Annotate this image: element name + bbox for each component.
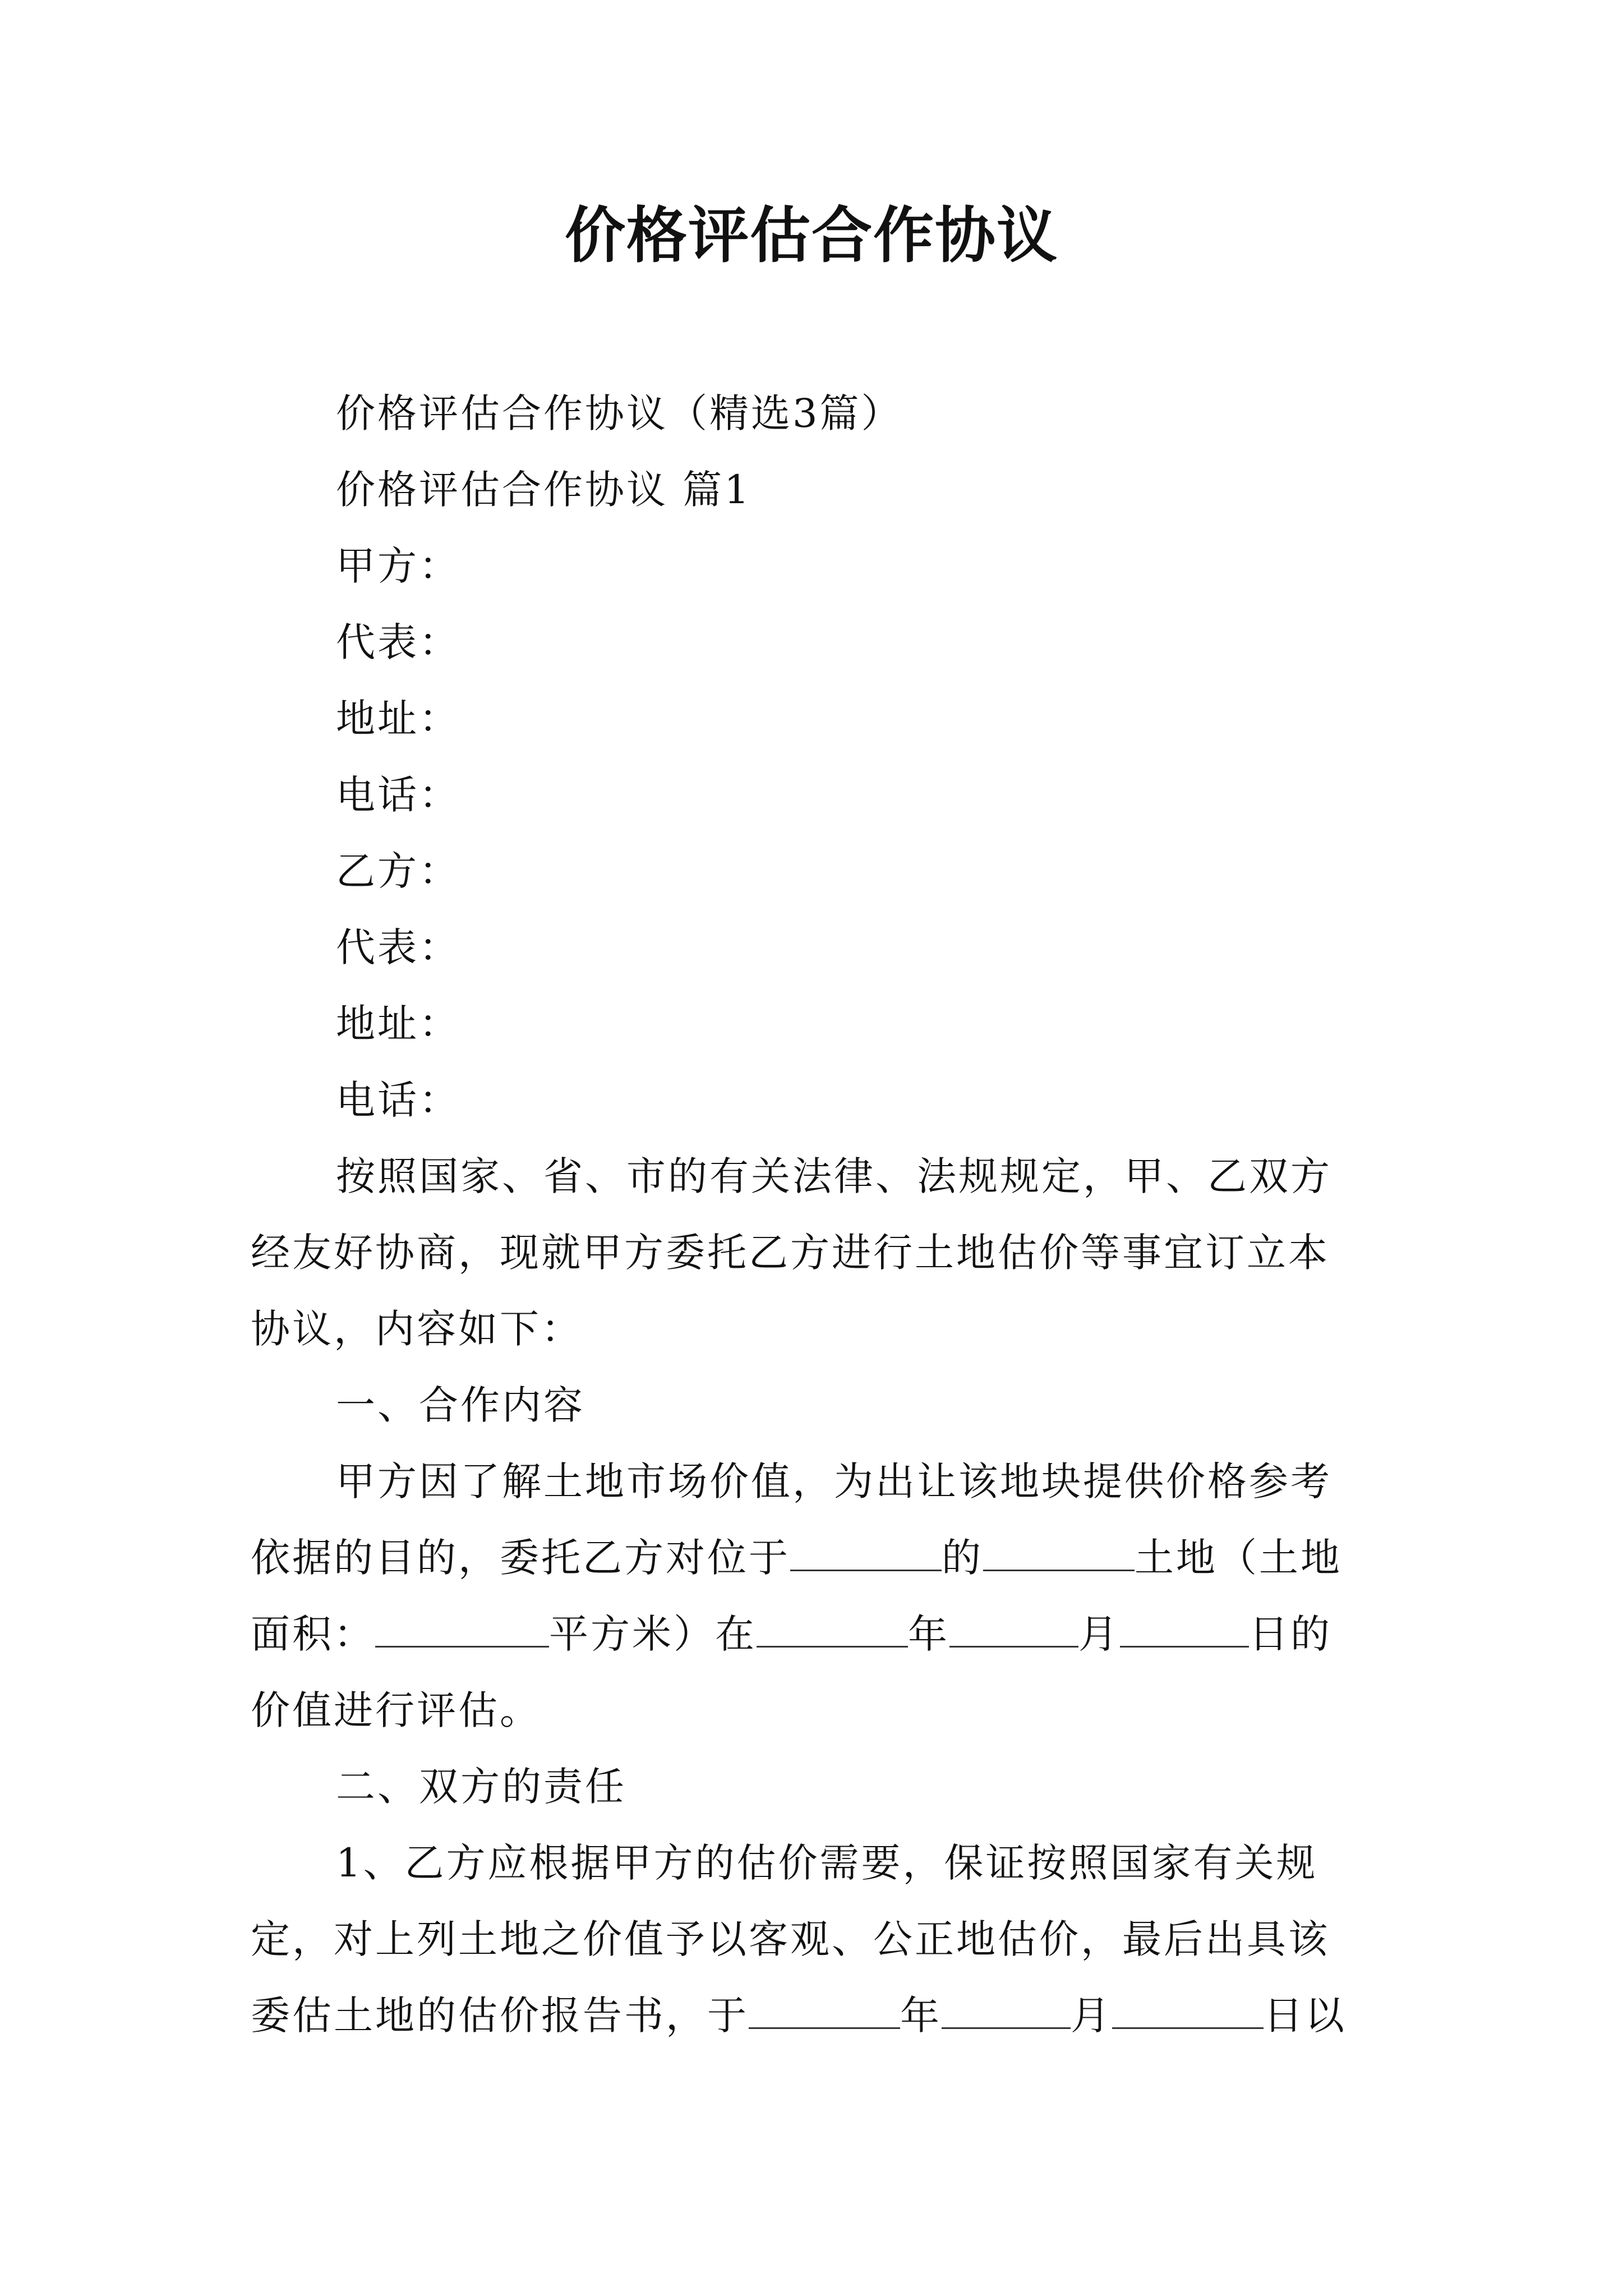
paragraph-text: 面积： — [251, 1611, 375, 1657]
paragraph-text: 月 — [1071, 1993, 1112, 2039]
month-blank — [949, 1611, 1078, 1648]
location-blank — [790, 1535, 942, 1571]
month-blank — [942, 1993, 1071, 2029]
party-a-phone: 电话： — [336, 772, 460, 818]
document-title: 价格评估合作协议 — [564, 200, 1058, 271]
paragraph-text: 平方米）在 — [549, 1611, 757, 1657]
paragraph-text: 委估土地的估价报告书，于 — [251, 1993, 749, 2039]
paragraph-line: 1、乙方应根据甲方的估价需要，保证按照国家有关规 — [336, 1840, 1318, 1886]
paragraph-text: 土地（土地 — [1135, 1535, 1342, 1581]
section-heading: 价格评估合作协议 篇1 — [336, 467, 751, 513]
year-blank — [757, 1611, 908, 1648]
party-b-label: 乙方： — [336, 848, 460, 894]
paragraph-text: 日以 — [1264, 1993, 1347, 2039]
paragraph-text: 日的 — [1249, 1611, 1332, 1657]
paragraph-line: 定，对上列土地之价值予以客观、公正地估价，最后出具该 — [251, 1916, 1330, 1962]
paragraph-line: 协议，内容如下： — [251, 1306, 583, 1352]
day-blank — [1120, 1611, 1249, 1648]
paragraph-line — [251, 1520, 1372, 1596]
party-b-representative: 代表： — [336, 924, 460, 970]
party-a-address: 地址： — [336, 696, 460, 742]
paragraph-line: 甲方因了解土地市场价值，为出让该地块提供价格参考 — [336, 1458, 1332, 1504]
paragraph-text: 依据的目的，委托乙方对位于 — [251, 1535, 790, 1581]
day-blank — [1112, 1993, 1264, 2029]
paragraph-line — [251, 1977, 1372, 2054]
paragraph-text: 年 — [900, 1993, 942, 2039]
land-blank — [983, 1535, 1135, 1571]
paragraph-line: 价值进行评估。 — [251, 1687, 541, 1733]
clause-heading-cooperation: 一、合作内容 — [336, 1382, 585, 1428]
party-b-phone: 电话： — [336, 1077, 460, 1123]
clause-heading-responsibilities: 二、双方的责任 — [336, 1764, 626, 1810]
party-a-label: 甲方： — [336, 543, 460, 589]
paragraph-line — [251, 1596, 1372, 1672]
paragraph-line: 按照国家、省、市的有关法律、法规规定，甲、乙双方 — [336, 1153, 1332, 1199]
subtitle-line: 价格评估合作协议（精选3篇） — [336, 390, 903, 436]
paragraph-text: 年 — [908, 1611, 949, 1657]
paragraph-text: 月 — [1078, 1611, 1120, 1657]
party-b-address: 地址： — [336, 1001, 460, 1047]
party-a-representative: 代表： — [336, 619, 460, 665]
paragraph-text: 的 — [942, 1535, 983, 1581]
year-blank — [749, 1993, 900, 2029]
document-body — [251, 375, 1372, 2054]
area-blank — [375, 1611, 549, 1648]
paragraph-line: 经友好协商，现就甲方委托乙方进行土地估价等事宜订立本 — [251, 1230, 1330, 1276]
